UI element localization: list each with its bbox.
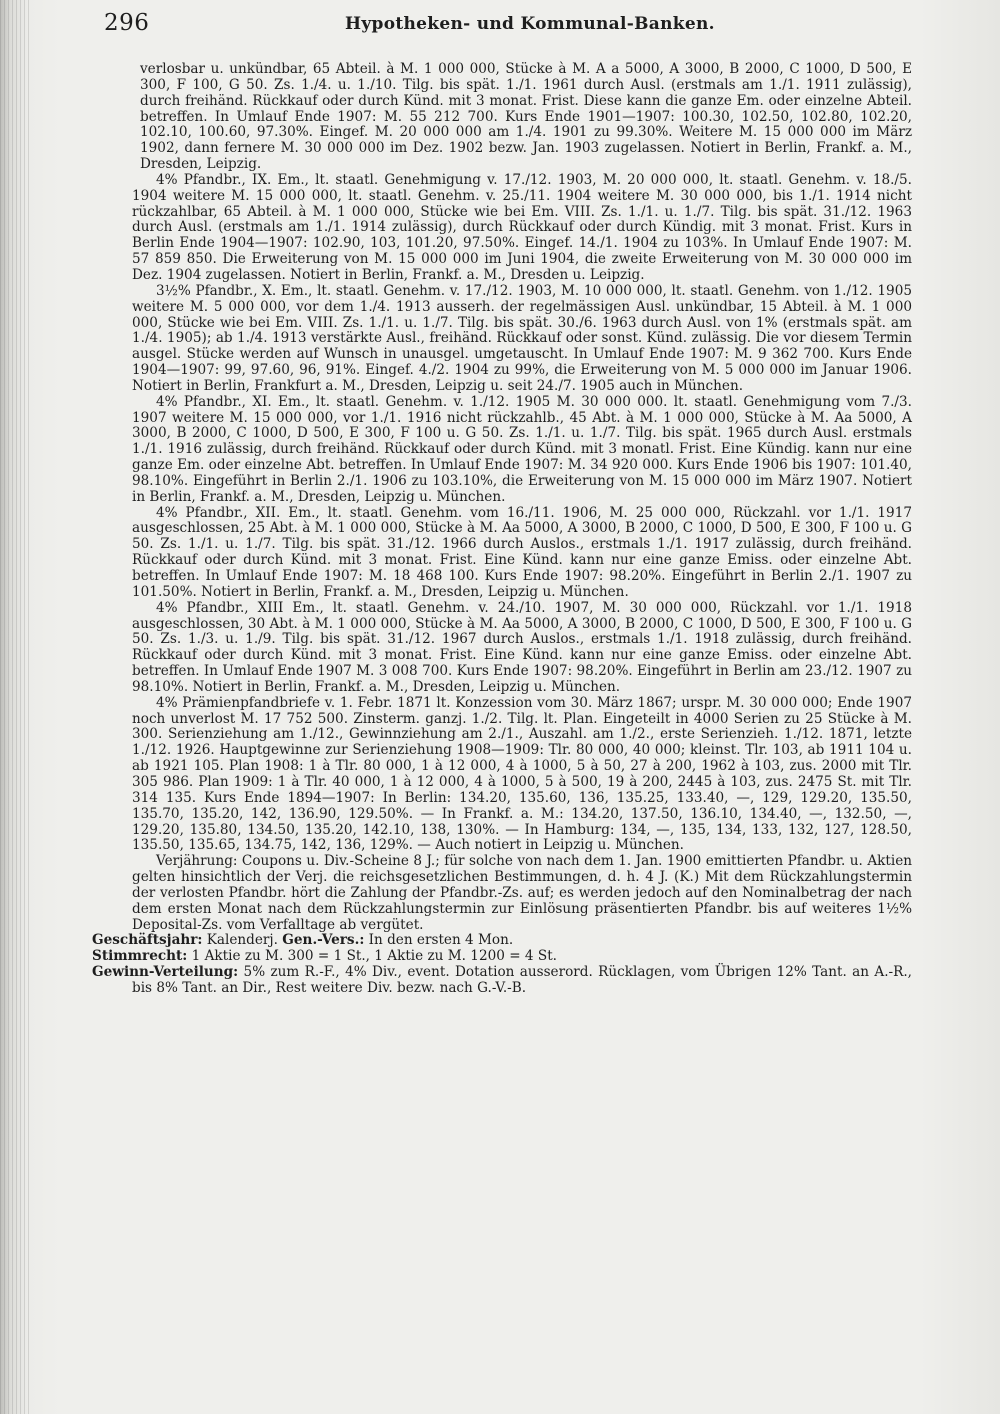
gewinn-verteilung-line [92, 965, 912, 997]
page-body [92, 62, 912, 997]
page-header [0, 10, 1000, 40]
page-number: 296 [104, 10, 150, 36]
paragraph-xi-em: 4% Pfandbr., XI. Em., lt. staatl. Genehm. v. 1./12. 1905 M. 30 000 000. lt. staatl. Genehmigung vom 7./3. 1907 weitere M. 15 000 000, vor 1./1. 1916 nicht rückzahlb., 45 Abt. à M. 1 000 000, Stücke à M. Aa 5000, A 3000, B 2000, C 1000, D 500, E 300, F 100 u. G 50. Zs. 1./1. u. 1./7. Tilg. bis spät. 1965 durch Ausl. erstmals 1./1. 1916 zulässig, durch freihänd. Rückkauf oder durch Künd. mit 3 monatl. Frist. Eine Kündig. kann nur eine ganze Em. oder einzelne Abt. betreffen. In Umlauf Ende 1907: M. 34 920 000. Kurs Ende 1906 bis 1907: 101.40, 98.10%. Eingeführt in Berlin 2./1. 1906 zu 103.10%, die Erweiterung von M. 15 000 000 im März 1907. Notiert in Berlin, Frankf. a. M., Dresden, Leipzig u. München. [132, 393, 912, 505]
paragraph-xiii-em: 4% Pfandbr., XIII Em., lt. staatl. Genehm. v. 24./10. 1907, M. 30 000 000, Rückzahl. vor 1./1. 1918 ausgeschlossen, 30 Abt. à M. 1 000 000, Stücke à M. Aa 5000, A 3000, B 2000, C 1000, D 500, E 300, F 100 u. G 50. Zs. 1./3. u. 1./9. Tilg. bis spät. 31./12. 1967 durch Auslos., erstmals 1./1. 1918 zulässig, durch freihänd. Rückkauf oder durch Künd. mit 3 monat. Frist. Eine Künd. kann nur eine ganze Emiss. oder einzelne Abt. betreffen. In Umlauf Ende 1907 M. 3 008 700. Kurs Ende 1907: 98.20%. Eingeführt in Berlin am 23./12. 1907 zu 98.10%. Notiert in Berlin, Frankf. a. M., Dresden, Leipzig u. München. [132, 599, 912, 695]
paragraph-x-em: 3½% Pfandbr., X. Em., lt. staatl. Genehm. v. 17./12. 1903, M. 10 000 000, lt. staatl. Genehm. von 1./12. 1905 weitere M. 5 000 000, vor dem 1./4. 1913 ausserh. der regelmässigen Ausl. unkündbar, 15 Abteil. à M. 1 000 000, Stücke wie bei Em. VIII. Zs. 1./1. u. 1./7. Tilg. bis spät. 30./6. 1963 durch Ausl. von 1% (erstmals spät. am 1./4. 1905); ab 1./4. 1913 verstärkte Ausl., freihänd. Rückkauf oder sonst. Künd. zulässig. Die vor diesem Termin ausgel. Stücke werden auf Wunsch in unausgel. umgetauscht. In Umlauf Ende 1907: M. 9 362 700. Kurs Ende 1904—1907: 99, 97.60, 96, 91%. Eingef. 4./2. 1904 zu 99%, die Erweiterung von M. 5 000 000 im Januar 1906. Notiert in Berlin, Frankfurt a. M., Dresden, Leipzig u. seit 24./7. 1905 auch in München. [132, 282, 912, 394]
stimmrecht-value: 1 Aktie zu M. 300 = 1 St., 1 Aktie zu M. 1200 = 4 St. [187, 948, 557, 965]
geschaeftsjahr-label: Geschäftsjahr: [92, 932, 203, 949]
geschaeftsjahr-line [92, 933, 912, 949]
paragraph-xii-em: 4% Pfandbr., XII. Em., lt. staatl. Genehm. vom 16./11. 1906, M. 25 000 000, Rückzahl. vor 1./1. 1917 ausgeschlossen, 25 Abt. à M. 1 000 000, Stücke à M. Aa 5000, A 3000, B 2000, C 1000, D 500, E 300, F 100 u. G 50. Zs. 1./1. u. 1./7. Tilg. bis spät. 31./12. 1966 durch Auslos., erstmals 1./1. 1917 zulässig, durch freihänd. Rückkauf oder durch Künd. mit 3 monat. Frist. Eine Künd. kann nur eine ganze Emiss. oder einzelne Abt. betreffen. In Umlauf Ende 1907: M. 18 468 100. Kurs Ende 1907: 98.20%. Eingeführt in Berlin 2./1. 1907 zu 101.50%. Notiert in Berlin, Frankf. a. M., Dresden, Leipzig u. München. [132, 504, 912, 600]
paragraph-verjaehrung: Verjährung: Coupons u. Div.-Scheine 8 J.; für solche von nach dem 1. Jan. 1900 emittierten Pfandbr. u. Aktien gelten hinsichtlich der Verj. die reichsgesetzlichen Bestimmungen, d. h. 4 J. (K.) Mit dem Rückzahlungstermin der verlosten Pfandbr. hört die Zahlung der Pfandbr.-Zs. auf; es werden jedoch auf den Nominalbetrag der nach dem ersten Monat nach dem Rückzahlungstermin zur Einlösung präsentierten Pfandbr. bis auf weiteres 1½% Deposital-Zs. vom Verfalltage ab vergütet. [132, 853, 912, 933]
genvers-value: In den ersten 4 Mon. [364, 932, 514, 949]
genvers-label: Gen.-Vers.: [282, 932, 365, 949]
paragraph-ix-em: 4% Pfandbr., IX. Em., lt. staatl. Genehmigung v. 17./12. 1903, M. 20 000 000, lt. staatl. Genehm. v. 18./5. 1904 weitere M. 15 000 000, lt. staatl. Genehm. v. 25./11. 1904 weitere M. 30 000 000, bis 1./1. 1914 nicht rückzahlbar, 65 Abteil. à M. 1 000 000, Stücke wie bei Em. VIII. Zs. 1./1. u. 1./7. Tilg. bis spät. 31./12. 1963 durch Ausl. (erstmals am 1./1. 1914 zulässig), durch Rückkauf oder durch Kündig. mit 3 monat. Frist. Kurs in Berlin Ende 1904—1907: 102.90, 103, 101.20, 97.50%. Eingef. 14./1. 1904 zu 103%. In Umlauf Ende 1907: M. 57 859 850. Die Erweiterung von M. 15 000 000 im Juni 1904, die zweite Erweiterung von M. 30 000 000 im Dez. 1904 zugelassen. Notiert in Berlin, Frankf. a. M., Dresden u. Leipzig. [132, 171, 912, 283]
running-title: Hypotheken- und Kommunal-Banken. [345, 14, 715, 34]
gewinn-verteilung-label: Gewinn-Verteilung: [92, 964, 239, 981]
page-gutter [0, 0, 30, 1414]
stimmrecht-line [92, 949, 912, 965]
stimmrecht-label: Stimmrecht: [92, 948, 188, 965]
gewinn-verteilung-value: 5% zum R.-F., 4% Div., event. Dotation ausserord. Rücklagen, vom Übrigen 12% Tant. an A.-R., bis 8% Tant. an Dir., Rest weitere Div. bezw. nach G.-V.-B. [132, 964, 912, 996]
paragraph-praemienpfandbriefe: 4% Prämienpfandbriefe v. 1. Febr. 1871 lt. Konzession vom 30. März 1867; urspr. M. 30 000 000; Ende 1907 noch unverlost M. 17 752 500. Zinsterm. ganzj. 1./2. Tilg. lt. Plan. Eingeteilt in 4000 Serien zu 25 Stücke à M. 300. Serienziehung am 1./12., Gewinnziehung am 2./1., Auszahl. am 1./2., erste Serienzieh. 1./12. 1871, letzte 1./12. 1926. Hauptgewinne zur Serienziehung 1908—1909: Tlr. 80 000, 40 000; kleinst. Tlr. 103, ab 1911 104 u. ab 1921 105. Plan 1908: 1 à Tlr. 80 000, 1 à 12 000, 4 à 1000, 5 à 50, 27 à 200, 1962 à 103, zus. 2000 mit Tlr. 305 986. Plan 1909: 1 à Tlr. 40 000, 1 à 12 000, 4 à 1000, 5 à 500, 19 à 200, 2445 à 103, zus. 2475 St. mit Tlr. 314 135. Kurs Ende 1894—1907: In Berlin: 134.20, 135.60, 136, 135.25, 133.40, —, 129, 129.20, 135.50, 135.70, 135.20, 142, 136.90, 129.50%. — In Frankf. a. M.: 134.20, 137.50, 136.10, 134.40, —, 132.50, —, 129.20, 135.80, 134.50, 135.20, 142.10, 138, 130%. — In Hamburg: 134, —, 135, 134, 133, 132, 127, 128.50, 135.50, 135.65, 134.75, 142, 136, 129%. — Auch notiert in Leipzig u. München. [132, 694, 912, 854]
geschaeftsjahr-value: Kalenderj. [202, 932, 283, 949]
paragraph-continuation: verlosbar u. unkündbar, 65 Abteil. à M. 1 000 000, Stücke à M. A a 5000, A 3000, B 2000, C 1000, D 500, E 300, F 100, G 50. Zs. 1./4. u. 1./10. Tilg. bis spät. 1./1. 1961 durch Ausl. (erstmals am 1./1. 1911 zulässig), durch freihänd. Rückkauf oder durch Künd. mit 3 monat. Frist. Diese kann die ganze Em. oder einzelne Abteil. betreffen. In Umlauf Ende 1907: M. 55 212 700. Kurs Ende 1901—1907: 100.30, 102.50, 102.80, 102.20, 102.10, 100.60, 97.30%. Eingef. M. 20 000 000 am 1./4. 1901 zu 99.30%. Weitere M. 15 000 000 im März 1902, dann fernere M. 30 000 000 im Dez. 1902 bezw. Jan. 1903 zugelassen. Notiert in Berlin, Frankf. a. M., Dresden, Leipzig. [140, 61, 912, 173]
